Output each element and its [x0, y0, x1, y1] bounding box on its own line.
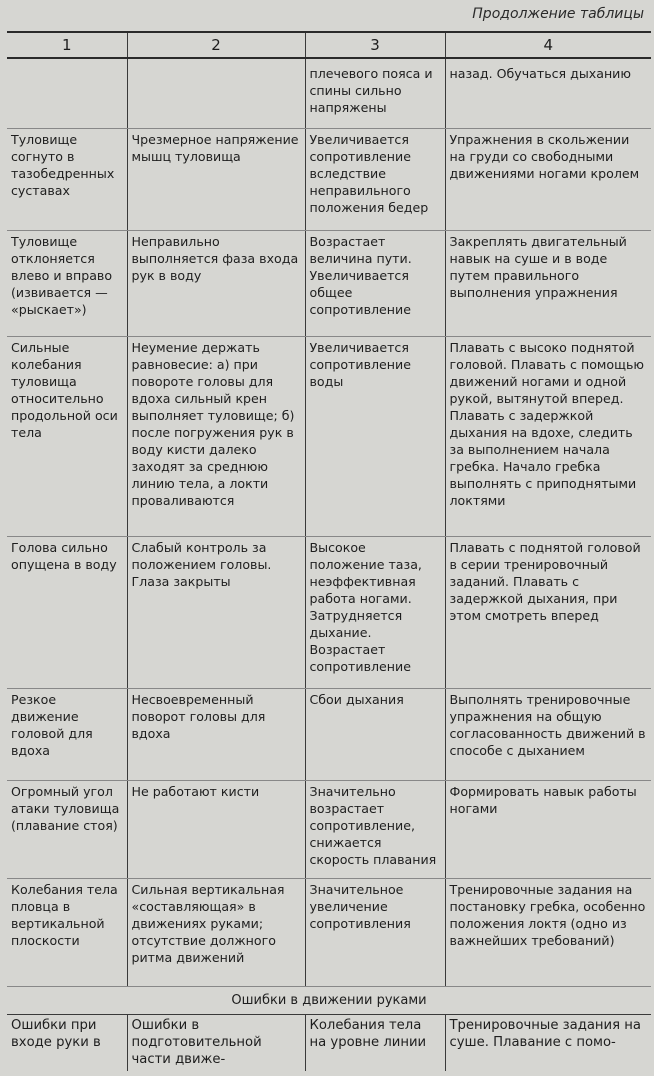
consequence-cell: Сбои дыхания [305, 688, 445, 780]
column-header-2: 2 [127, 32, 305, 58]
error-cell: Сильные колебания туловища относительно продольной оси тела [7, 336, 127, 536]
table-row [7, 128, 651, 230]
column-header-4: 4 [445, 32, 651, 58]
table-row [7, 336, 651, 536]
error-cell: Огромный угол атаки туловища (плавание стоя) [7, 780, 127, 878]
consequence-cell: Возрастает величина пути. Увеличивается общее сопротивление [305, 230, 445, 336]
remedy-cell: Плавать с поднятой головой в серии тренировочный заданий. Плавать с задержкой дыхания, при этом смотреть вперед [445, 536, 651, 688]
error-cell: Туловище согнуто в тазобедренных суставах [7, 128, 127, 230]
table-row [7, 688, 651, 780]
cause-cell: Неправильно выполняется фаза входа рук в воду [127, 230, 305, 336]
column-header-3: 3 [305, 32, 445, 58]
table-row [7, 780, 651, 878]
consequence-cell: Значительно возрастает сопротивление, снижается скорость плавания [305, 780, 445, 878]
errors-table [7, 31, 651, 1071]
cause-cell: Неумение держать равновесие: а) при повороте головы для вдоха сильный крен выполняет туловище; б) после погружения рук в воду кисти далеко заходят за среднюю линию тела, а локти проваливаются [127, 336, 305, 536]
remedy-cell: Закреплять двигательный навык на суше и в воде путем правильного выполнения упражнения [445, 230, 651, 336]
table-row [7, 230, 651, 336]
remedy-cell: Плавать с высоко поднятой головой. Плавать с помощью движений ногами и одной рукой, вытянутой вперед. Плавать с задержкой дыхания на вдохе, следить за выполнением начала гребка. Начало гребка выполнять с приподнятыми локтями [445, 336, 651, 536]
error-cell: Голова сильно опущена в воду [7, 536, 127, 688]
table-row [7, 878, 651, 986]
error-cell: Ошибки при входе руки в [11, 1017, 101, 1050]
table-row [7, 1014, 651, 1071]
error-cell: Резкое движение головой для вдоха [7, 688, 127, 780]
cause-cell: Ошибки в подготовительной части движе- [127, 1014, 305, 1071]
cause-cell: Не работают кисти [127, 780, 305, 878]
section-title: Ошибки в движении руками [7, 986, 651, 1014]
cause-cell: Сильная вертикальная «составляющая» в движениях руками; отсутствие должного ритма движений [127, 878, 305, 986]
table-row [7, 536, 651, 688]
error-cell [7, 58, 127, 128]
column-header-1: 1 [7, 32, 127, 58]
remedy-cell: Тренировочные задания на суше. Плавание с помо- [445, 1014, 651, 1071]
remedy-cell: Тренировочные задания на постановку гребка, особенно положения локтя (одно из важнейших требований) [445, 878, 651, 986]
error-cell: Колебания тела пловца в вертикальной плоскости [7, 878, 127, 986]
table-row [7, 58, 651, 128]
cause-cell: Чрезмерное напряжение мышц туловища [127, 128, 305, 230]
cause-cell: Слабый контроль за положением головы. Глаза закрыты [127, 536, 305, 688]
section-row [7, 986, 651, 1014]
table-caption: Продолжение таблицы [472, 6, 644, 22]
consequence-cell: Колебания тела на уровне линии [305, 1014, 445, 1071]
remedy-cell: назад. Обучаться дыханию [445, 58, 651, 128]
error-cell: Туловище отклоняется влево и вправо (извивается — «рыскает») [7, 230, 127, 336]
header-row [7, 32, 651, 58]
consequence-cell: Увеличивается сопротивление воды [305, 336, 445, 536]
consequence-cell: Высокое положение таза, неэффективная работа ногами. Затрудняется дыхание. Возрастает сопротивление [305, 536, 445, 688]
remedy-cell: Упражнения в скольжении на груди со свободными движениями ногами кролем [445, 128, 651, 230]
consequence-cell: Увеличивается сопротивление вследствие неправильного положения бедер [305, 128, 445, 230]
remedy-cell: Выполнять тренировочные упражнения на общую согласованность движений в способе с дыханием [445, 688, 651, 780]
cause-cell [127, 58, 305, 128]
remedy-cell: Формировать навык работы ногами [445, 780, 651, 878]
cause-cell: Несвоевременный поворот головы для вдоха [127, 688, 305, 780]
consequence-cell: Значительное увеличение сопротивления [305, 878, 445, 986]
consequence-cell: плечевого пояса и спины сильно напряжены [305, 58, 445, 128]
